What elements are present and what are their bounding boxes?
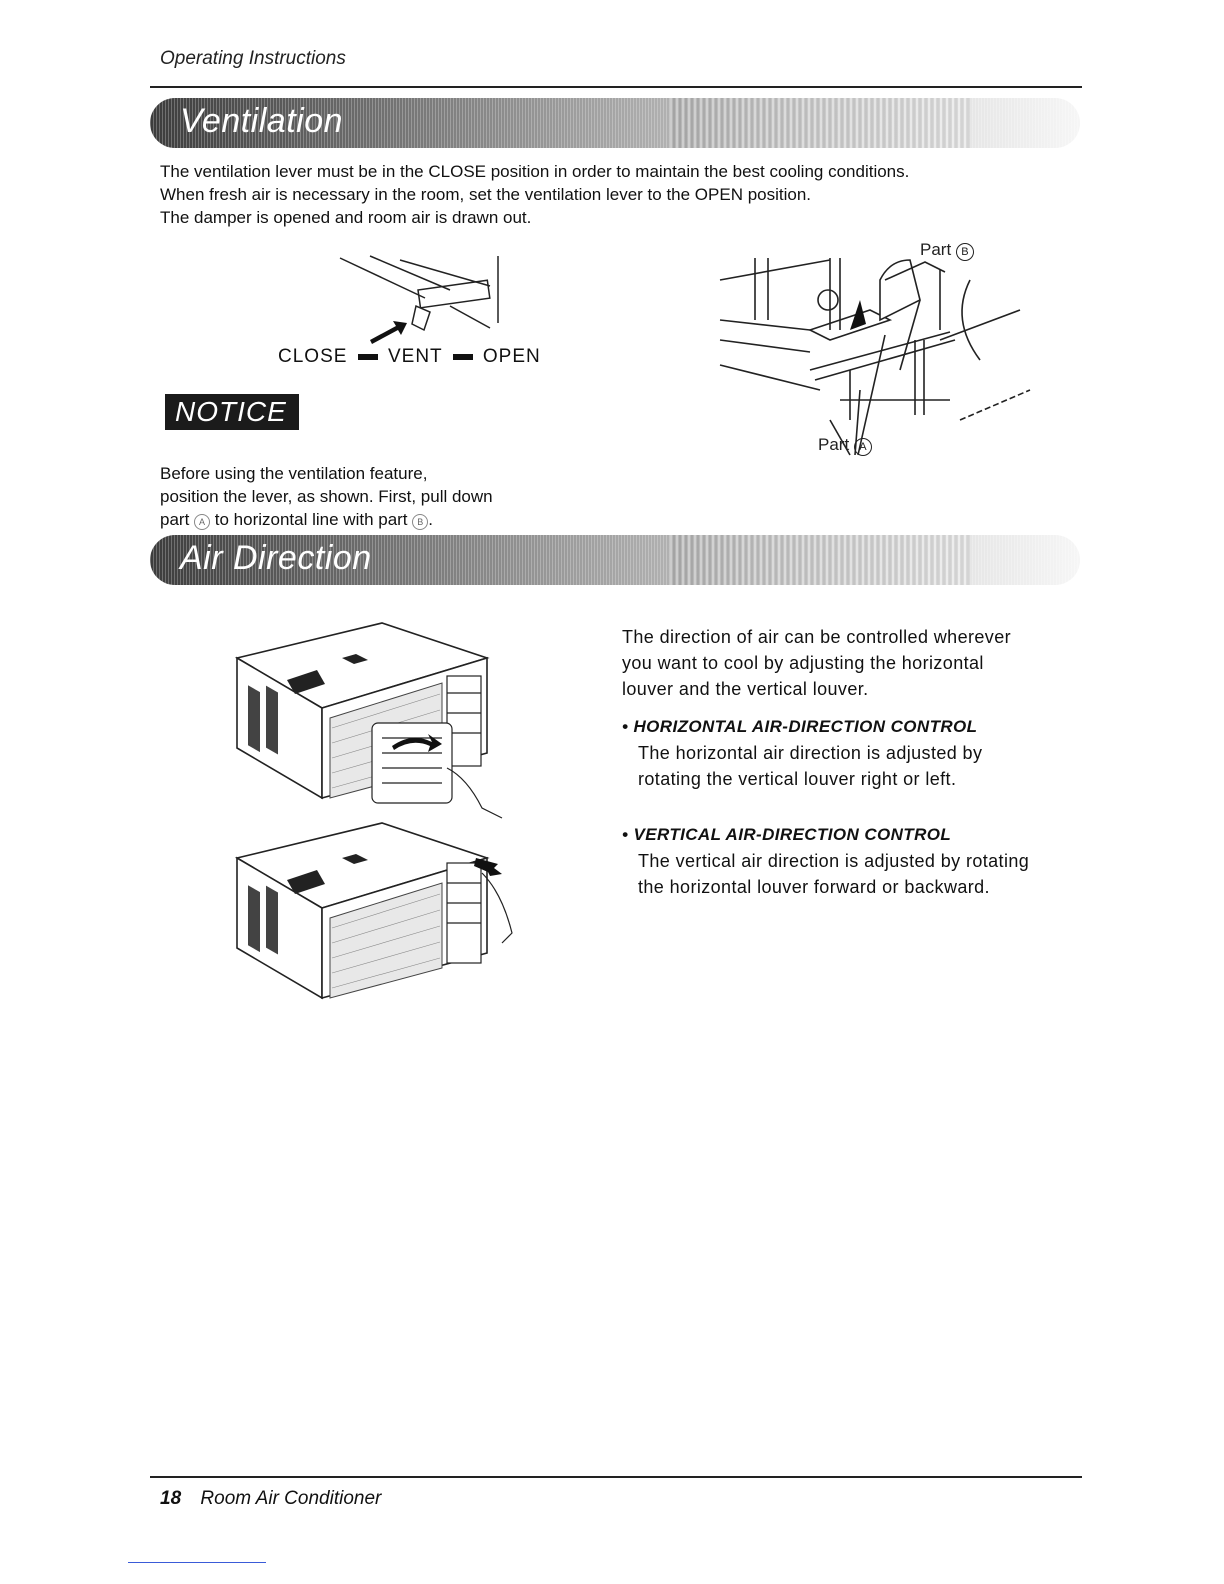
ventilation-title: Ventilation <box>180 102 344 140</box>
ventilation-description <box>160 160 1080 229</box>
ac-unit-vertical-illustration <box>232 818 522 1008</box>
lever-mark-icon <box>453 354 473 360</box>
footer-title: Room Air Conditioner <box>200 1488 382 1509</box>
air-direction-banner <box>150 535 1080 585</box>
ventilation-paragraph: The damper is opened and room air is drawn out. <box>160 208 532 227</box>
lever-scale <box>278 346 541 368</box>
notice-text: Before using the ventilation feature, position the lever, as shown. First, pull down part A to horizontal line with part B . <box>160 464 493 529</box>
lever-mark-icon <box>358 354 378 360</box>
damper-diagram <box>710 240 1030 460</box>
vent-label: VENT <box>387 346 443 367</box>
header-rule <box>150 86 1082 88</box>
ventilation-banner <box>150 98 1080 148</box>
open-label: OPEN <box>482 346 541 367</box>
ac-unit-horizontal-illustration <box>232 618 522 828</box>
ventilation-paragraph: The ventilation lever must be in the CLOSE position in order to maintain the best cooling conditions. <box>160 162 910 181</box>
footer-rule <box>150 1476 1082 1478</box>
air-direction-description: The direction of air can be controlled wherever you want to cool by adjusting the horizontal louver and the vertical louver. • HORIZONTAL AIR-DIRECTION CONTROL The horizontal air direction is adjusted by rotating the vertical louver right or left. • VERTICAL AIR-DIRECTION CONTROL The vertical air direction is adjusted by rotating the horizontal louver forward or backward. <box>622 624 1092 900</box>
circled-b-icon: B <box>956 243 974 261</box>
ventilation-lever-diagram <box>330 248 520 348</box>
part-a-label: Part A <box>818 435 872 456</box>
notice-badge: NOTICE <box>165 394 299 430</box>
circled-a-icon: A <box>854 438 872 456</box>
circled-b-icon: B <box>412 514 428 530</box>
ventilation-paragraph: When fresh air is necessary in the room, set the ventilation lever to the OPEN position. <box>160 185 812 204</box>
close-label: CLOSE <box>278 346 348 367</box>
part-b-label: Part B <box>920 240 974 261</box>
bottom-link-underline <box>128 1562 266 1563</box>
vertical-control-heading: • VERTICAL AIR-DIRECTION CONTROL <box>622 825 952 844</box>
rotate-arrow-icon <box>850 300 866 330</box>
page-number: 18 <box>160 1488 182 1509</box>
page-footer <box>160 1488 381 1510</box>
section-label: Operating Instructions <box>160 48 346 69</box>
arrow-icon <box>370 321 407 344</box>
horizontal-control-heading: • HORIZONTAL AIR-DIRECTION CONTROL <box>622 717 978 736</box>
air-direction-title: Air Direction <box>180 539 372 577</box>
circled-a-icon: A <box>194 514 210 530</box>
